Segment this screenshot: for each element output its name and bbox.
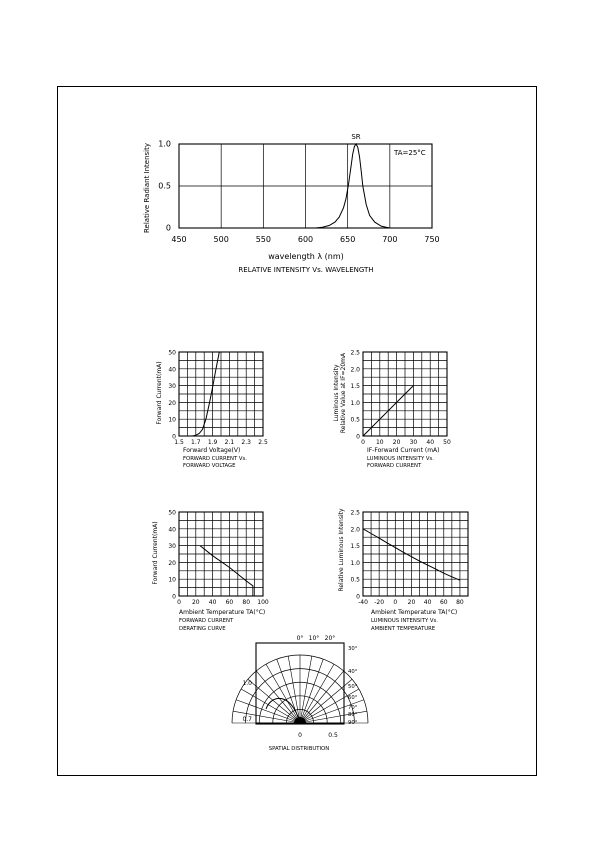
spatial-title: SPATIAL DISTRIBUTION [268, 746, 330, 752]
spatial-side-angle-label: 50° [348, 684, 358, 690]
spectrum-x-tick-label: 550 [255, 235, 271, 244]
derating-y-tick-label: 30 [168, 543, 176, 551]
spectrum-y-tick-label: 0.5 [158, 181, 171, 191]
spatial-side-angle-label: 90° [348, 720, 358, 726]
spatial-chart [232, 635, 368, 752]
temp-x-tick-label: 20 [407, 599, 416, 606]
iv-y-tick-label: 50 [168, 349, 176, 357]
temp-y-tick-label: 2.5 [350, 509, 360, 517]
spatial-side-angle-label: 70° [348, 705, 358, 711]
iv-y-ticks [168, 350, 176, 441]
spectrum-y-ticks [158, 140, 171, 233]
lv-x-tick-label: 40 [426, 439, 435, 446]
temp-y-label: Relative Luminous Intensity [338, 508, 345, 592]
spatial-top-angle-labels [297, 635, 336, 642]
spatial-bottom-labels [298, 732, 338, 739]
spectrum-y-label: Relative Radiant Intensity [143, 142, 151, 234]
temp-x-tick-label: 40 [423, 599, 432, 606]
spatial-top-angle-label: 0° [296, 635, 304, 642]
spatial-side-angle-label: 60° [348, 695, 358, 701]
spectrum-peak-label: SR [351, 133, 361, 141]
spatial-left-label: 1.0 [242, 680, 252, 687]
lv-x-tick-label: 20 [392, 439, 401, 446]
derating-y-tick-label: 20 [168, 559, 176, 567]
spectrum-x-tick-label: 500 [213, 235, 229, 244]
temp-x-ticks [358, 599, 464, 606]
derating-x-tick-label: 60 [225, 599, 234, 606]
temp-y-tick-label: 0 [356, 593, 360, 601]
temp-x-tick-label: -20 [374, 599, 385, 606]
spectrum-y-tick-label: 0 [165, 223, 171, 233]
iv-y-tick-label: 20 [168, 399, 176, 407]
spatial-side-angle-label: 80° [348, 712, 358, 718]
lv-y-tick-label: 0 [356, 433, 360, 441]
lv-x-tick-label: 10 [375, 439, 384, 446]
spatial-side-angle-labels [348, 646, 358, 726]
derating-title: FORWARD CURRENT [179, 618, 234, 624]
lv-y-tick-label: 1.5 [350, 383, 360, 391]
iv-y-tick-label: 40 [168, 366, 176, 374]
spatial-top-angle-label: 10° [308, 635, 320, 642]
derating-x-ticks [177, 599, 269, 606]
iv-x-tick-label: 1.7 [191, 439, 201, 446]
derating-x-tick-label: 0 [177, 599, 181, 606]
spectrum-title: RELATIVE INTENSITY Vs. WAVELENGTH [238, 266, 374, 274]
iv-x-tick-label: 1.5 [174, 439, 184, 446]
lv-y-tick-label: 0.5 [350, 416, 360, 424]
iv-grid [179, 352, 263, 436]
spatial-bottom-label: 0.5 [328, 732, 338, 739]
lv-x-label: IF-Forward Current (mA) [367, 447, 440, 454]
iv-x-ticks [174, 439, 268, 446]
iv-subtitle: FORWARD VOLTAGE [183, 463, 236, 469]
temp-x-tick-label: -40 [358, 599, 368, 606]
iv-title: FORWARD CURRENT Vs. [183, 456, 247, 462]
spectrum-x-tick-label: 750 [424, 235, 440, 244]
iv-y-tick-label: 10 [168, 416, 176, 424]
spectrum-x-label: wavelength λ (nm) [268, 252, 344, 261]
lv-title: LUMINOUS INTENSITY Vs. [367, 456, 434, 462]
spatial-bottom-label: 0 [298, 732, 302, 739]
iv-x-tick-label: 2.5 [258, 439, 268, 446]
derating-x-label: Ambient Temperature TA(°C) [179, 609, 266, 616]
lv-x-tick-label: 30 [409, 439, 418, 446]
spectrum-y-tick-label: 1.0 [158, 139, 171, 149]
temp-x-tick-label: 60 [439, 599, 448, 606]
temp-y-tick-label: 1.5 [350, 543, 360, 551]
iv-x-tick-label: 1.9 [207, 439, 218, 446]
iv-x-tick-label: 2.3 [241, 439, 251, 446]
derating-y-tick-label: 50 [168, 509, 176, 517]
lv-x-tick-label: 0 [361, 439, 365, 446]
spatial-left-label: 0.7 [242, 716, 252, 723]
lv-y-tick-label: 2.5 [350, 349, 360, 357]
derating-subtitle: DERATING CURVE [179, 626, 226, 632]
spectrum-chart [143, 133, 440, 274]
lv-y-tick-label: 2.0 [350, 366, 360, 374]
iv-y-tick-label: 30 [168, 383, 176, 391]
iv-x-tick-label: 2.1 [224, 439, 235, 446]
temp-grid [363, 512, 468, 596]
spectrum-x-tick-label: 600 [297, 235, 314, 244]
derating-chart [152, 510, 269, 633]
spectrum-condition: TA=25°C [394, 149, 426, 157]
derating-y-tick-label: 40 [168, 526, 176, 534]
spatial-top-angle-label: 20° [324, 635, 336, 642]
spatial-left-labels [242, 680, 252, 723]
derating-y-label: Forward Current(mA) [152, 521, 159, 585]
iv-y-label: Forward Current(mA) [156, 361, 163, 425]
iv-y-tick-label: 0 [172, 433, 176, 441]
spatial-side-angle-label: 40° [348, 669, 358, 675]
spectrum-x-ticks [171, 235, 439, 244]
temp-y-ticks [350, 510, 360, 601]
lv-chart [333, 350, 451, 470]
derating-x-tick-label: 40 [208, 599, 217, 606]
lv-x-tick-label: 50 [443, 439, 451, 446]
temp-title: LUMINOUS INTENSITY Vs. [371, 618, 438, 624]
iv-x-label: Forward Voltage(V) [183, 447, 241, 454]
derating-y-tick-label: 0 [172, 593, 176, 601]
lv-y-label-2: Relative Value at IF=20mA [340, 352, 347, 434]
lv-x-ticks [361, 439, 451, 446]
derating-x-tick-label: 80 [242, 599, 251, 606]
lv-y-label: Luminous Intensity [333, 364, 340, 422]
derating-y-tick-label: 10 [168, 576, 176, 584]
temp-x-tick-label: 0 [393, 599, 398, 606]
lv-y-ticks [350, 350, 360, 441]
temp-subtitle: AMBIENT TEMPERATURE [371, 626, 436, 632]
temp-x-tick-label: 80 [456, 599, 464, 606]
lv-subtitle: FORWARD CURRENT [367, 463, 422, 469]
spatial-side-angle-label: 30° [348, 646, 358, 652]
spectrum-x-tick-label: 450 [171, 235, 187, 244]
derating-x-tick-label: 100 [257, 599, 269, 606]
lv-y-tick-label: 1.0 [350, 399, 360, 407]
derating-y-ticks [168, 510, 176, 601]
iv-chart [156, 350, 268, 470]
spectrum-x-tick-label: 650 [340, 235, 356, 244]
temp-y-tick-label: 2.0 [350, 526, 360, 534]
derating-grid [179, 512, 263, 596]
spectrum-x-tick-label: 700 [382, 235, 398, 244]
derating-x-tick-label: 20 [191, 599, 200, 606]
temp-y-tick-label: 0.5 [350, 576, 360, 584]
temp-x-label: Ambient Temperature TA(°C) [371, 609, 458, 616]
temp-y-tick-label: 1.0 [350, 559, 360, 567]
temp-chart [338, 508, 468, 632]
